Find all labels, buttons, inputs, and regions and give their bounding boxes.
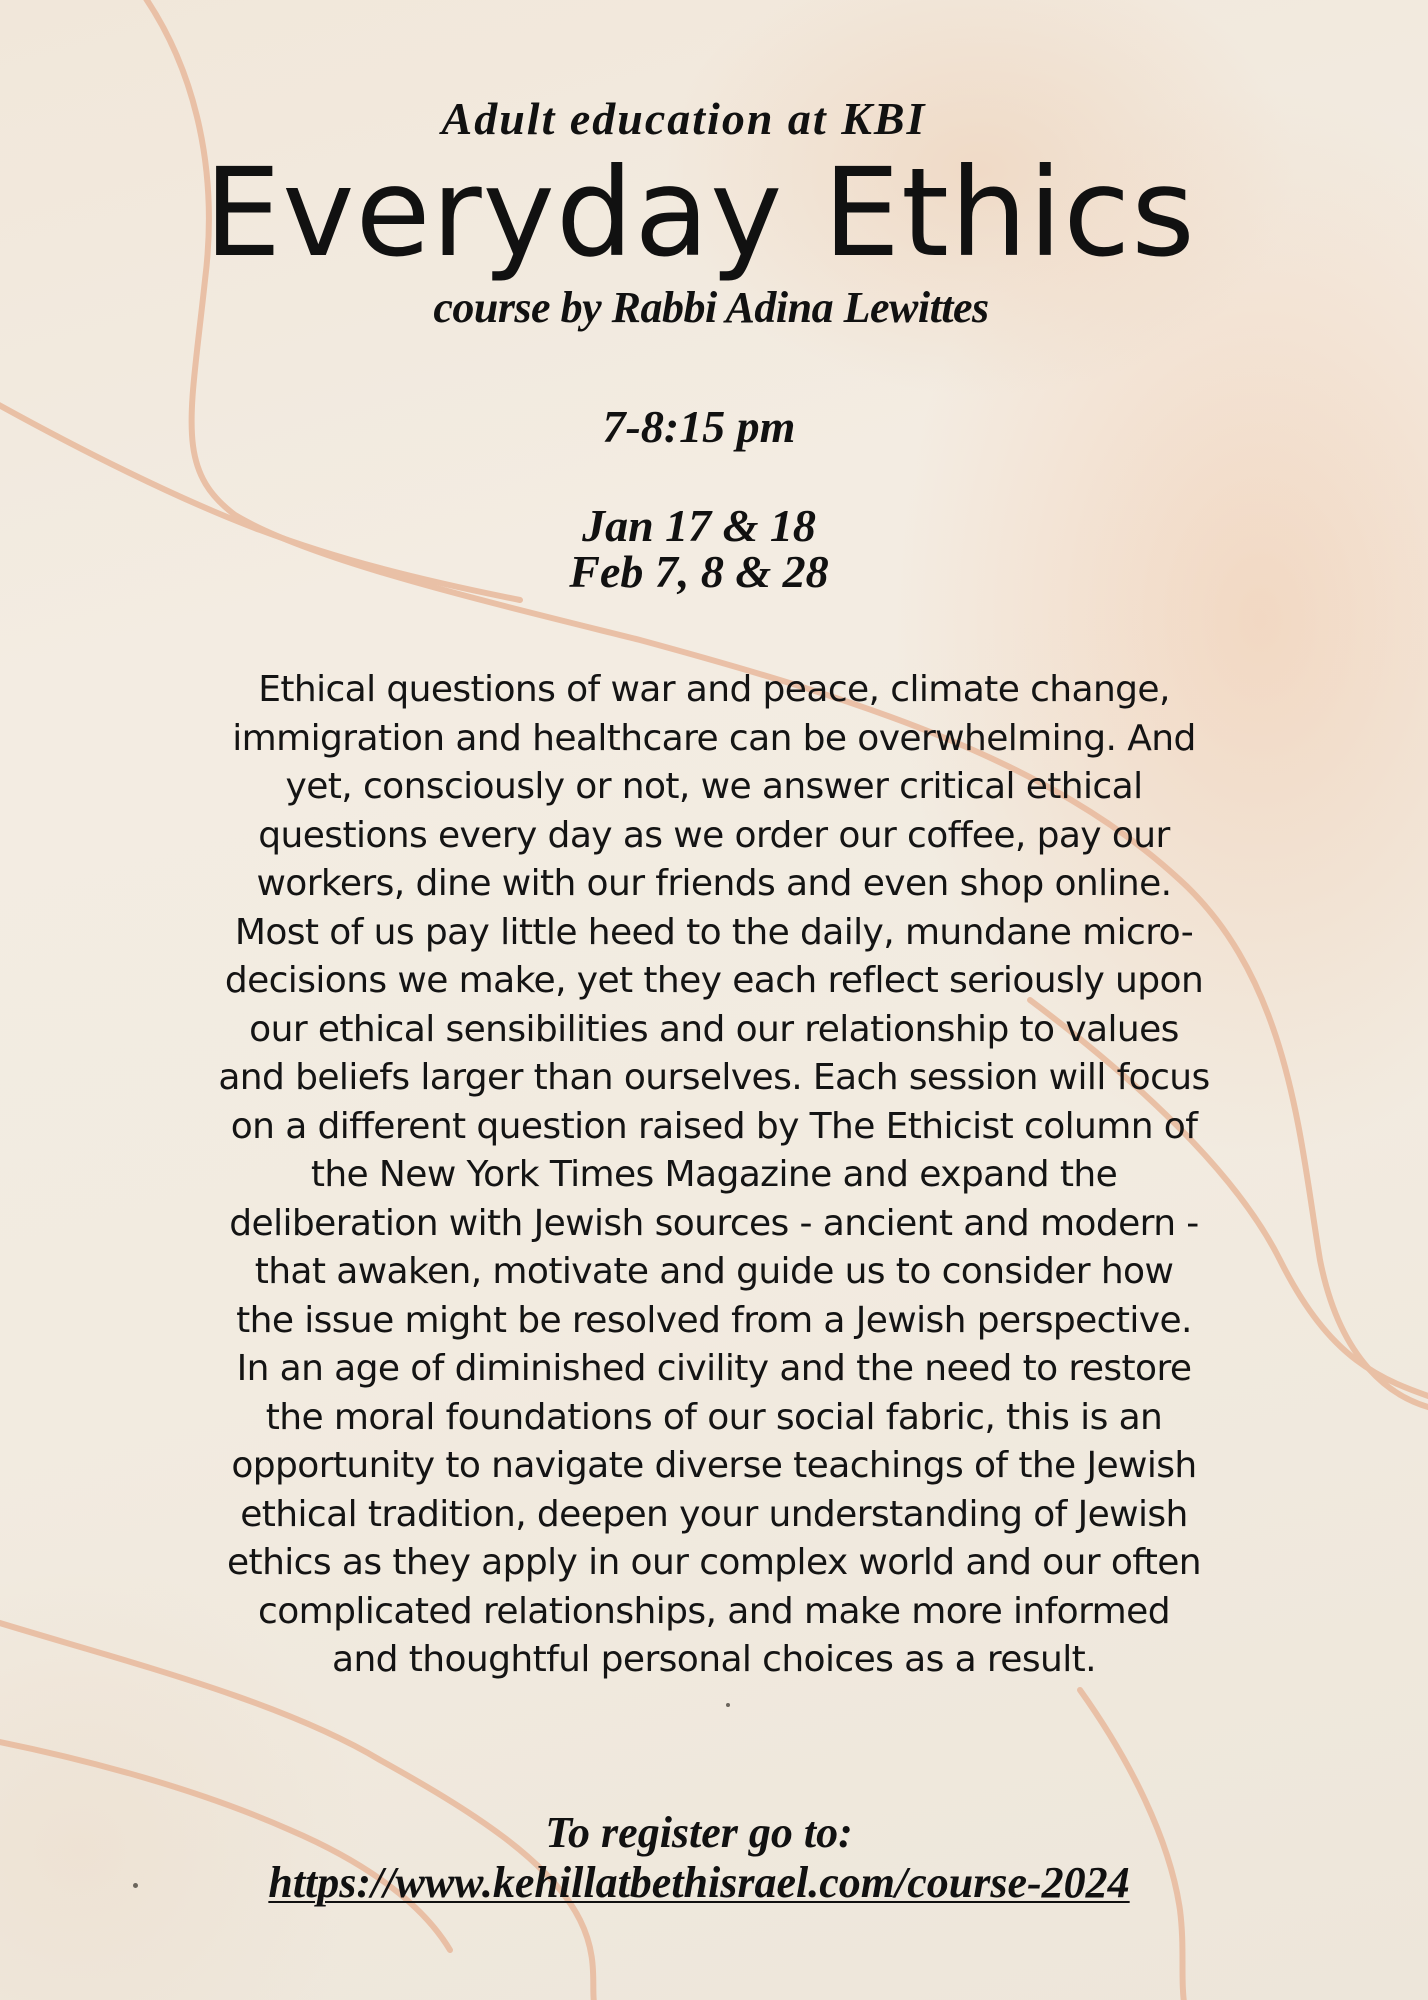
description-line: Most of us pay little heed to the daily, mundane micro-: [234, 911, 1194, 953]
description-line: complicated relationships, and make more informed: [258, 1590, 1170, 1632]
instructor-byline: [0, 282, 1428, 333]
description-line: ethics as they apply in our complex world and our often: [227, 1542, 1201, 1583]
paper-speck: [726, 1703, 730, 1707]
registration-link[interactable]: https://www.kehillatbethisrael.com/course-2024: [268, 1858, 1130, 1907]
paper-speck: [133, 1883, 138, 1888]
registration-block: [0, 1808, 1428, 1908]
byline-text: course by Rabbi Adina Lewittes: [433, 283, 989, 332]
session-dates: [0, 500, 1428, 597]
description-line: questions every day as we order our coffee, pay our: [258, 814, 1170, 856]
session-dates-line: Jan 17 & 18: [582, 500, 816, 551]
description-line: our ethical sensibilities and our relationship to values: [249, 1008, 1179, 1050]
description-line: ethical tradition, deepen your understanding of Jewish: [240, 1493, 1188, 1535]
course-title: [0, 138, 1428, 288]
description-line: and thoughtful personal choices as a result.: [331, 1639, 1096, 1680]
description-line: that awaken, motivate and guide us to consider how: [254, 1251, 1174, 1292]
description-line: yet, consciously or not, we answer critical ethical: [285, 766, 1143, 807]
description-line: the issue might be resolved from a Jewish perspective.: [236, 1299, 1192, 1341]
description-line: In an age of diminished civility and the need to restore: [236, 1348, 1192, 1389]
course-title-text: Everyday Ethics: [204, 142, 1196, 284]
registration-label: To register go to:: [545, 1808, 853, 1857]
description-line: the moral foundations of our social fabric, this is an: [265, 1396, 1163, 1438]
description-line: and beliefs larger than ourselves. Each session will focus: [218, 1057, 1210, 1098]
description-line: on a different question raised by The Ethicist column of: [230, 1105, 1198, 1147]
description-line: workers, dine with our friends and even shop online.: [256, 863, 1172, 904]
session-time: [0, 400, 1428, 453]
description-line: decisions we make, yet they each reflect seriously upon: [224, 960, 1204, 1001]
description-line: deliberation with Jewish sources - ancient and modern -: [229, 1202, 1199, 1244]
description-line: opportunity to navigate diverse teachings of the Jewish: [231, 1445, 1197, 1486]
session-dates-line: Feb 7, 8 & 28: [569, 546, 829, 597]
course-description: [120, 666, 1308, 1685]
session-time-text: 7-8:15 pm: [602, 401, 796, 452]
description-line: immigration and healthcare can be overwhelming. And: [232, 717, 1196, 759]
description-line: the New York Times Magazine and expand the: [310, 1154, 1118, 1195]
description-line: Ethical questions of war and peace, climate change,: [258, 669, 1170, 710]
kicker-text: Adult education at KBI: [441, 93, 927, 144]
